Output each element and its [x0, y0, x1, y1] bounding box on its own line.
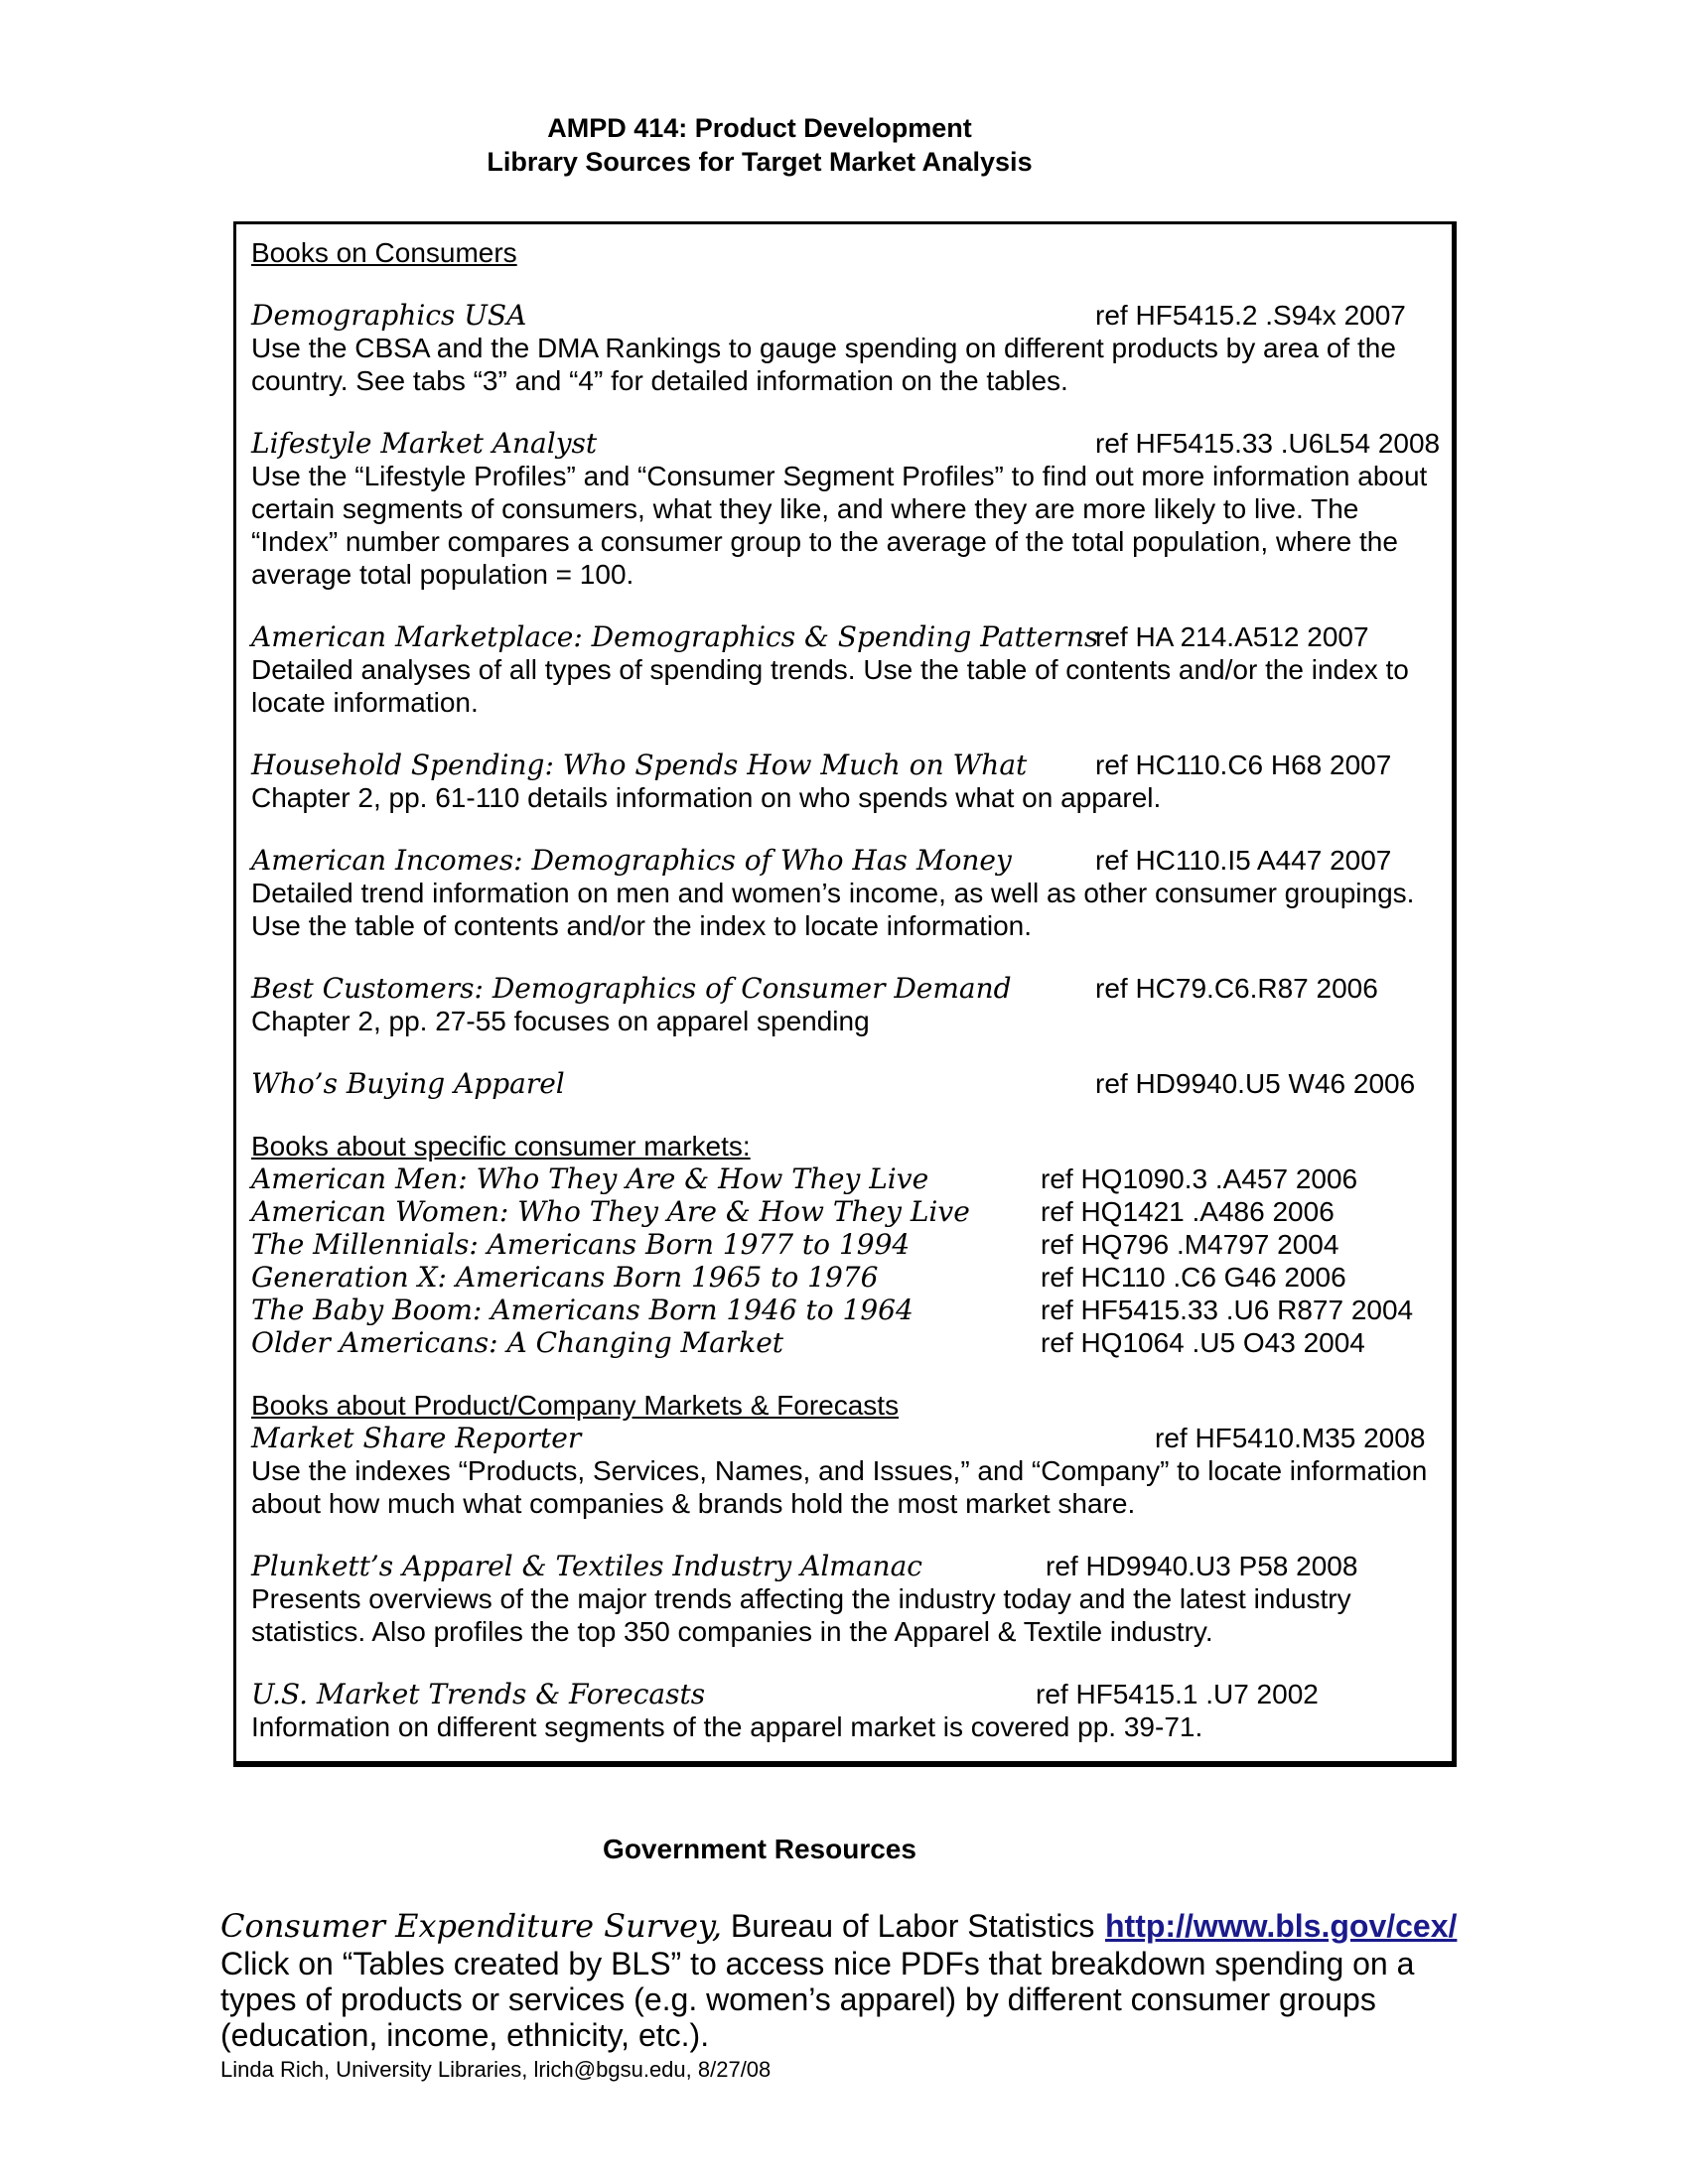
book-title: Older Americans: A Changing Market — [251, 1326, 784, 1359]
book-entry — [251, 1422, 1437, 1520]
book-title: American Men: Who They Are & How They Live — [251, 1162, 929, 1195]
book-title: The Baby Boom: Americans Born 1946 to 1964 — [251, 1294, 914, 1326]
book-list-item — [251, 1195, 1437, 1228]
book-title: Lifestyle Market Analyst — [251, 427, 598, 460]
book-title: Plunkett’s Apparel & Textiles Industry Almanac — [251, 1550, 922, 1582]
government-resources-section — [220, 1908, 1457, 2053]
book-ref: ref HC110.I5 A447 2007 — [1095, 845, 1392, 876]
book-desc: Presents overviews of the major trends affecting the industry today and the latest industry statistics. Also profiles the top 350 companies in the Apparel & Textile industry. — [251, 1583, 1351, 1647]
book-entry-head — [251, 620, 1437, 653]
book-ref: ref HF5415.33 .U6 R877 2004 — [1041, 1295, 1414, 1325]
book-entry-head — [251, 427, 1441, 460]
book-desc: Information on different segments of the apparel market is covered pp. 39-71. — [251, 1711, 1203, 1742]
book-desc: Use the CBSA and the DMA Rankings to gauge spending on different products by area of the country. See tabs “3” and “4” for detailed information on the tables. — [251, 333, 1396, 396]
book-entry — [251, 749, 1437, 814]
book-desc: Chapter 2, pp. 61-110 details information on who spends what on apparel. — [251, 782, 1162, 813]
gov-desc: Click on “Tables created by BLS” to access nice PDFs that breakdown spending on a types of products or services (e.g. women’s apparel) by different consumer groups (education, income, ethnicity, etc.). — [220, 1946, 1415, 2053]
book-ref: ref HF5415.2 .S94x 2007 — [1095, 300, 1406, 331]
page-title-line2: Library Sources for Target Market Analysis — [487, 147, 1033, 177]
gov-entry-head — [220, 1908, 1457, 1944]
book-entry — [251, 972, 1437, 1037]
book-ref: ref HC110.C6 H68 2007 — [1095, 750, 1392, 780]
book-list-item — [251, 1228, 1437, 1261]
book-desc: Detailed analyses of all types of spending trends. Use the table of contents and/or the index to locate information. — [251, 654, 1409, 718]
document-footer: Linda Rich, University Libraries, lrich@bgsu.edu, 8/27/08 — [220, 2057, 772, 2082]
book-entry-head — [251, 1422, 1437, 1454]
book-desc: Chapter 2, pp. 27-55 focuses on apparel spending — [251, 1006, 870, 1036]
book-entry-head — [251, 299, 1437, 332]
book-title: American Marketplace: Demographics & Spending Patterns — [251, 620, 1099, 653]
book-title: American Incomes: Demographics of Who Has Money — [251, 844, 1012, 877]
book-ref: ref HC79.C6.R87 2006 — [1095, 973, 1378, 1004]
book-title: Who’s Buying Apparel — [251, 1067, 565, 1100]
book-entry — [251, 844, 1437, 942]
section-heading-government-resources: Government Resources — [603, 1834, 916, 1864]
book-title: Household Spending: Who Spends How Much on What — [251, 749, 1028, 781]
book-entry — [251, 1067, 1437, 1100]
book-title: The Millennials: Americans Born 1977 to 1994 — [251, 1228, 911, 1261]
book-entry — [251, 620, 1437, 719]
book-title: Generation X: Americans Born 1965 to 1976 — [251, 1261, 879, 1294]
book-list-item — [251, 1162, 1437, 1195]
books-box — [233, 221, 1457, 1767]
book-entry-head — [251, 1067, 1437, 1100]
book-ref: ref HC110 .C6 G46 2006 — [1041, 1262, 1346, 1293]
book-entry-head — [251, 1550, 1437, 1582]
bls-cex-link[interactable]: http://www.bls.gov/cex/ — [1105, 1908, 1458, 1944]
book-entry — [251, 1550, 1437, 1648]
section-heading-books-on-consumers: Books on Consumers — [251, 237, 517, 268]
book-entry — [251, 299, 1437, 397]
section-heading-product-company-markets: Books about Product/Company Markets & Forecasts — [251, 1390, 900, 1421]
page-title — [0, 111, 1519, 179]
book-ref: ref HQ1064 .U5 O43 2004 — [1041, 1327, 1365, 1358]
book-ref: ref HF5415.1 .U7 2002 — [1036, 1679, 1319, 1709]
book-desc: Use the “Lifestyle Profiles” and “Consumer Segment Profiles” to find out more information about certain segments of consumers, what they like, and where they are more likely to live. The “Index” number compares a consumer group to the average of the total population, where the average total population = 100. — [251, 461, 1428, 590]
book-entry-head — [251, 844, 1437, 877]
section-heading-specific-consumer-markets: Books about specific consumer markets: — [251, 1131, 751, 1161]
page-title-line1: AMPD 414: Product Development — [547, 113, 972, 143]
book-ref: ref HF5415.33 .U6L54 2008 — [1095, 428, 1441, 459]
book-list-item — [251, 1326, 1437, 1359]
book-title: Demographics USA — [251, 299, 527, 332]
book-title: American Women: Who They Are & How They Live — [251, 1195, 970, 1228]
book-desc: Use the indexes “Products, Services, Names, and Issues,” and “Company” to locate information about how much what companies & brands hold the most market share. — [251, 1455, 1428, 1519]
book-entry-head — [251, 972, 1437, 1005]
book-entry-head — [251, 749, 1437, 781]
book-ref: ref HD9940.U3 P58 2008 — [1046, 1551, 1358, 1581]
book-ref: ref HQ1090.3 .A457 2006 — [1041, 1163, 1358, 1194]
book-title: Market Share Reporter — [251, 1422, 582, 1454]
book-title: U.S. Market Trends & Forecasts — [251, 1678, 706, 1710]
book-ref: ref HQ1421 .A486 2006 — [1041, 1196, 1335, 1227]
book-entry — [251, 1678, 1437, 1743]
gov-source-org: Bureau of Labor Statistics — [730, 1908, 1095, 1944]
gov-source-title: Consumer Expenditure Survey, — [220, 1907, 723, 1945]
book-ref: ref HF5410.M35 2008 — [1155, 1423, 1426, 1453]
book-ref: ref HA 214.A512 2007 — [1095, 621, 1369, 652]
book-desc: Detailed trend information on men and women’s income, as well as other consumer groupings. Use the table of contents and/or the index to locate information. — [251, 878, 1415, 941]
book-ref: ref HD9940.U5 W46 2006 — [1095, 1068, 1416, 1099]
book-entry-head — [251, 1678, 1437, 1710]
book-list-item — [251, 1294, 1437, 1326]
book-ref: ref HQ796 .M4797 2004 — [1041, 1229, 1339, 1260]
book-entry — [251, 427, 1441, 591]
book-title: Best Customers: Demographics of Consumer Demand — [251, 972, 1012, 1005]
book-list-item — [251, 1261, 1437, 1294]
sublist-specific-consumer-markets — [251, 1130, 1437, 1359]
